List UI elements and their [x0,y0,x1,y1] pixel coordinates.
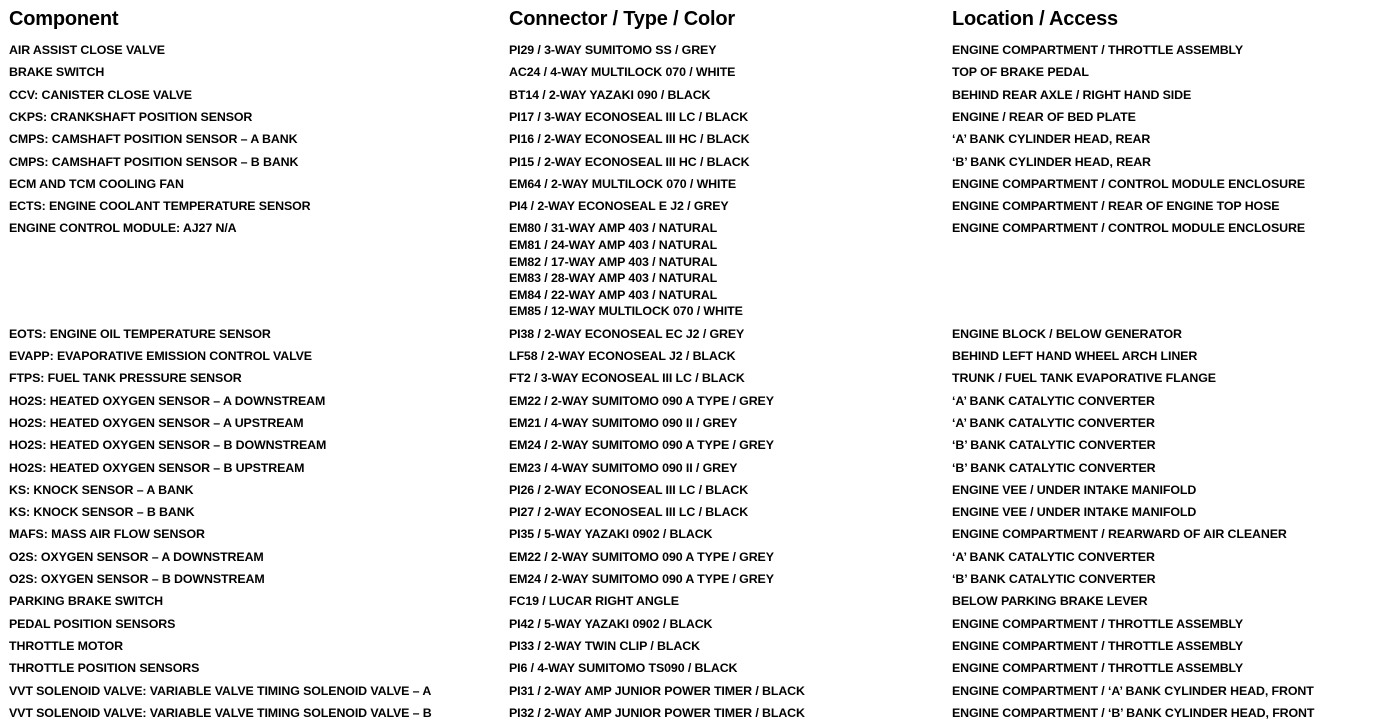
connector-line: FC19 / LUCAR RIGHT ANGLE [509,594,679,609]
component-cell: KS: KNOCK SENSOR – B BANK [9,505,195,520]
connector-cell [509,616,712,633]
component-cell: CMPS: CAMSHAFT POSITION SENSOR – A BANK [9,132,298,147]
component-cell: ECM AND TCM COOLING FAN [9,176,184,191]
connector-cell [509,348,735,365]
component-cell: BRAKE SWITCH [9,65,105,80]
connector-line: PI42 / 5-WAY YAZAKI 0902 / BLACK [509,616,713,631]
connector-line: PI32 / 2-WAY AMP JUNIOR POWER TIMER / BLACK [509,705,805,720]
component-cell: HO2S: HEATED OXYGEN SENSOR – A UPSTREAM [9,415,304,430]
connector-line: EM24 / 2-WAY SUMITOMO 090 A TYPE / GREY [509,438,774,453]
connector-cell [509,504,748,521]
connector-cell [509,660,737,677]
location-cell: ENGINE COMPARTMENT / CONTROL MODULE ENCLOSURE [952,176,1305,191]
connector-cell [509,482,748,499]
connector-cell [509,460,737,477]
connector-line: PI4 / 2-WAY ECONOSEAL E J2 / GREY [509,199,729,214]
connector-header: Connector / Type / Color [509,8,735,30]
location-cell: ENGINE VEE / UNDER INTAKE MANIFOLD [952,482,1197,497]
connector-line: PI17 / 3-WAY ECONOSEAL III LC / BLACK [509,109,749,124]
connector-cell [509,437,774,454]
connector-line: EM64 / 2-WAY MULTILOCK 070 / WHITE [509,176,737,191]
connector-line: PI27 / 2-WAY ECONOSEAL III LC / BLACK [509,505,749,520]
connector-cell [509,176,736,193]
connector-cell [509,415,737,432]
component-cell: VVT SOLENOID VALVE: VARIABLE VALVE TIMING SOLENOID VALVE – A [9,683,432,698]
component-cell: HO2S: HEATED OXYGEN SENSOR – B UPSTREAM [9,460,305,475]
connector-line: AC24 / 4-WAY MULTILOCK 070 / WHITE [509,65,736,80]
connector-cell [509,638,700,655]
location-cell: ‘A’ BANK CATALYTIC CONVERTER [952,415,1155,430]
component-cell: KS: KNOCK SENSOR – A BANK [9,482,194,497]
location-cell: ENGINE COMPARTMENT / THROTTLE ASSEMBLY [952,661,1244,676]
location-cell: ENGINE VEE / UNDER INTAKE MANIFOLD [952,505,1197,520]
connector-cell [509,87,710,104]
connector-cell [509,705,805,722]
component-cell: AIR ASSIST CLOSE VALVE [9,43,165,57]
connector-line: PI31 / 2-WAY AMP JUNIOR POWER TIMER / BLACK [509,683,805,698]
location-cell: ‘A’ BANK CYLINDER HEAD, REAR [952,132,1151,147]
connector-line: EM22 / 2-WAY SUMITOMO 090 A TYPE / GREY [509,549,774,564]
component-cell: VVT SOLENOID VALVE: VARIABLE VALVE TIMING SOLENOID VALVE – B [9,705,432,720]
connector-line: EM85 / 12-WAY MULTILOCK 070 / WHITE [509,304,743,319]
component-cell: FTPS: FUEL TANK PRESSURE SENSOR [9,371,242,386]
location-cell: BEHIND REAR AXLE / RIGHT HAND SIDE [952,87,1192,102]
connector-cell [509,109,748,126]
location-cell: ENGINE BLOCK / BELOW GENERATOR [952,326,1182,341]
connector-line: PI26 / 2-WAY ECONOSEAL III LC / BLACK [509,482,749,497]
component-cell: HO2S: HEATED OXYGEN SENSOR – B DOWNSTREAM [9,438,327,453]
connector-line: PI6 / 4-WAY SUMITOMO TS090 / BLACK [509,661,738,676]
connector-cell [509,393,774,410]
connector-cell [509,549,774,566]
location-cell: ENGINE COMPARTMENT / REAR OF ENGINE TOP HOSE [952,199,1280,214]
connector-line: EM22 / 2-WAY SUMITOMO 090 A TYPE / GREY [509,393,774,408]
location-cell: ENGINE COMPARTMENT / THROTTLE ASSEMBLY [952,616,1244,631]
connector-line: LF58 / 2-WAY ECONOSEAL J2 / BLACK [509,349,736,363]
component-header: Component [9,8,119,30]
component-cell: THROTTLE MOTOR [9,638,124,653]
connector-line: PI35 / 5-WAY YAZAKI 0902 / BLACK [509,527,713,542]
location-cell: ENGINE COMPARTMENT / ‘A’ BANK CYLINDER HEAD, FRONT [952,683,1314,698]
component-cell: MAFS: MASS AIR FLOW SENSOR [9,527,205,542]
connector-cell [509,220,743,320]
component-cell: EOTS: ENGINE OIL TEMPERATURE SENSOR [9,326,271,341]
connector-cell [509,198,729,215]
component-cell: THROTTLE POSITION SENSORS [9,661,200,676]
component-cell: O2S: OXYGEN SENSOR – B DOWNSTREAM [9,572,265,586]
location-cell: ‘A’ BANK CATALYTIC CONVERTER [952,393,1155,408]
connector-line: EM84 / 22-WAY AMP 403 / NATURAL [509,287,718,302]
location-cell: ‘B’ BANK CYLINDER HEAD, REAR [952,154,1151,169]
connector-line: PI33 / 2-WAY TWIN CLIP / BLACK [509,638,700,653]
location-cell: TOP OF BRAKE PEDAL [952,65,1089,80]
location-cell: TRUNK / FUEL TANK EVAPORATIVE FLANGE [952,371,1216,386]
connector-cell [509,154,750,171]
component-cell: PEDAL POSITION SENSORS [9,616,176,631]
connector-cell [509,571,774,588]
location-cell: ENGINE COMPARTMENT / ‘B’ BANK CYLINDER HEAD, FRONT [952,705,1315,720]
connector-cell [509,683,805,700]
connector-cell [509,593,679,610]
component-cell: PARKING BRAKE SWITCH [9,594,164,609]
component-cell: CCV: CANISTER CLOSE VALVE [9,87,192,102]
location-cell: ENGINE COMPARTMENT / REARWARD OF AIR CLEANER [952,527,1287,542]
connector-line: EM23 / 4-WAY SUMITOMO 090 II / GREY [509,460,738,475]
component-cell: HO2S: HEATED OXYGEN SENSOR – A DOWNSTREAM [9,393,326,408]
connector-line: PI38 / 2-WAY ECONOSEAL EC J2 / GREY [509,326,745,341]
connector-line: PI16 / 2-WAY ECONOSEAL III HC / BLACK [509,132,750,147]
location-cell: ENGINE COMPARTMENT / THROTTLE ASSEMBLY [952,43,1244,57]
connector-line: BT14 / 2-WAY YAZAKI 090 / BLACK [509,87,711,102]
component-cell: CMPS: CAMSHAFT POSITION SENSOR – B BANK [9,154,299,169]
location-cell: ‘B’ BANK CATALYTIC CONVERTER [952,460,1156,475]
component-cell: O2S: OXYGEN SENSOR – A DOWNSTREAM [9,549,264,564]
component-cell: EVAPP: EVAPORATIVE EMISSION CONTROL VALVE [9,349,312,363]
connector-cell [509,326,744,343]
connector-line: EM24 / 2-WAY SUMITOMO 090 A TYPE / GREY [509,572,774,586]
component-cell: CKPS: CRANKSHAFT POSITION SENSOR [9,109,253,124]
connector-line: FT2 / 3-WAY ECONOSEAL III LC / BLACK [509,371,745,386]
connector-line: EM82 / 17-WAY AMP 403 / NATURAL [509,254,718,269]
connector-line: PI15 / 2-WAY ECONOSEAL III HC / BLACK [509,154,750,169]
location-cell: ‘A’ BANK CATALYTIC CONVERTER [952,549,1155,564]
connector-cell [509,131,750,148]
location-cell: ‘B’ BANK CATALYTIC CONVERTER [952,572,1156,586]
connector-line: EM80 / 31-WAY AMP 403 / NATURAL [509,221,718,236]
component-cell: ECTS: ENGINE COOLANT TEMPERATURE SENSOR [9,199,311,214]
connector-cell [509,64,735,81]
location-cell: BEHIND LEFT HAND WHEEL ARCH LINER [952,349,1198,363]
connector-line: PI29 / 3-WAY SUMITOMO SS / GREY [509,43,717,57]
component-cell: ENGINE CONTROL MODULE: AJ27 N/A [9,221,237,236]
connector-cell [509,370,745,387]
location-cell: ‘B’ BANK CATALYTIC CONVERTER [952,438,1156,453]
connector-line: EM83 / 28-WAY AMP 403 / NATURAL [509,271,718,286]
connector-line: EM81 / 24-WAY AMP 403 / NATURAL [509,237,718,252]
location-cell: ENGINE / REAR OF BED PLATE [952,109,1136,124]
connector-line: EM21 / 4-WAY SUMITOMO 090 II / GREY [509,415,738,430]
connector-cell [509,526,712,543]
location-cell: ENGINE COMPARTMENT / THROTTLE ASSEMBLY [952,638,1244,653]
location-cell: BELOW PARKING BRAKE LEVER [952,594,1148,609]
connector-cell [509,42,716,59]
location-cell: ENGINE COMPARTMENT / CONTROL MODULE ENCLOSURE [952,221,1305,236]
location-header: Location / Access [952,8,1118,30]
